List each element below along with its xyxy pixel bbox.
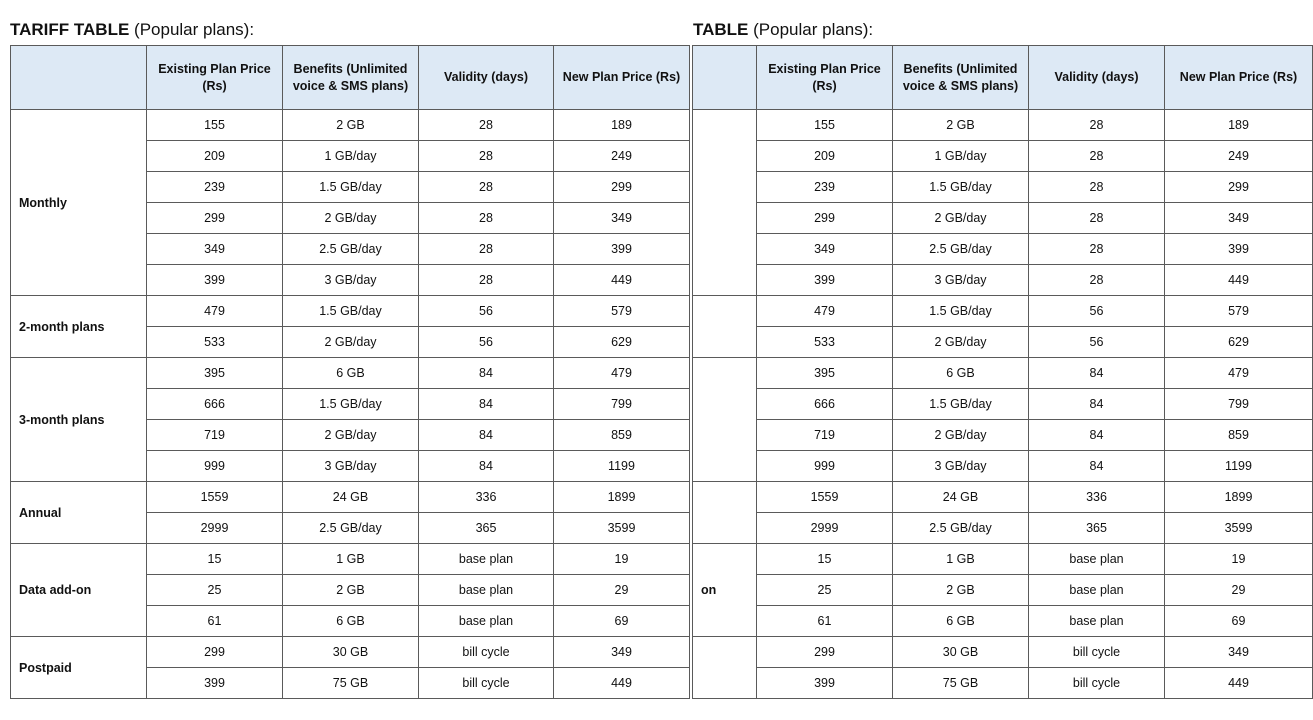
- benefits-cell: 2 GB/day: [893, 327, 1029, 358]
- tariff-panel-right: [690, 0, 1298, 720]
- table-row: [693, 544, 1313, 575]
- new-price-cell: 29: [554, 575, 690, 606]
- plan-category-label: Monthly: [11, 110, 147, 296]
- existing-price-cell: 15: [757, 544, 893, 575]
- validity-cell: base plan: [419, 575, 554, 606]
- new-price-cell: 859: [1165, 420, 1313, 451]
- existing-price-cell: 2999: [147, 513, 283, 544]
- table-row: [11, 544, 690, 575]
- table-row: [693, 296, 1313, 327]
- benefits-cell: 1.5 GB/day: [283, 389, 419, 420]
- new-price-cell: 579: [1165, 296, 1313, 327]
- benefits-cell: 6 GB: [283, 606, 419, 637]
- validity-cell: 28: [419, 172, 554, 203]
- benefits-cell: 1 GB: [283, 544, 419, 575]
- benefits-cell: 30 GB: [283, 637, 419, 668]
- benefits-cell: 2.5 GB/day: [283, 513, 419, 544]
- validity-cell: 84: [419, 420, 554, 451]
- benefits-cell: 2 GB: [893, 575, 1029, 606]
- new-price-cell: 19: [1165, 544, 1313, 575]
- validity-cell: bill cycle: [1029, 668, 1165, 699]
- existing-price-cell: 719: [147, 420, 283, 451]
- benefits-cell: 1.5 GB/day: [893, 172, 1029, 203]
- existing-price-cell: 15: [147, 544, 283, 575]
- benefits-cell: 2 GB: [893, 110, 1029, 141]
- validity-cell: 56: [419, 296, 554, 327]
- new-price-cell: 479: [1165, 358, 1313, 389]
- benefits-cell: 2 GB/day: [283, 327, 419, 358]
- plan-category-label: 2-month plans: [11, 296, 147, 358]
- validity-cell: 84: [419, 389, 554, 420]
- new-price-cell: 479: [554, 358, 690, 389]
- existing-price-cell: 61: [757, 606, 893, 637]
- existing-price-cell: 25: [147, 575, 283, 606]
- existing-price-cell: 666: [757, 389, 893, 420]
- existing-price-cell: 999: [147, 451, 283, 482]
- existing-price-cell: 666: [147, 389, 283, 420]
- table-row: [693, 234, 1313, 265]
- existing-price-cell: 25: [757, 575, 893, 606]
- header-validity-right: Validity (days): [1029, 46, 1165, 110]
- benefits-cell: 24 GB: [893, 482, 1029, 513]
- plan-category-label: [693, 358, 757, 482]
- title-rest: (Popular plans):: [134, 20, 255, 39]
- validity-cell: 336: [419, 482, 554, 513]
- existing-price-cell: 349: [147, 234, 283, 265]
- validity-cell: 56: [419, 327, 554, 358]
- new-price-cell: 1899: [1165, 482, 1313, 513]
- validity-cell: 84: [1029, 389, 1165, 420]
- new-price-cell: 249: [554, 141, 690, 172]
- new-price-cell: 29: [1165, 575, 1313, 606]
- new-price-cell: 1899: [554, 482, 690, 513]
- new-price-cell: 579: [554, 296, 690, 327]
- benefits-cell: 6 GB: [893, 606, 1029, 637]
- benefits-cell: 3 GB/day: [893, 265, 1029, 296]
- existing-price-cell: 999: [757, 451, 893, 482]
- table-row: [693, 420, 1313, 451]
- new-price-cell: 449: [1165, 668, 1313, 699]
- existing-price-cell: 479: [147, 296, 283, 327]
- header-new-price-right: New Plan Price (Rs): [1165, 46, 1313, 110]
- existing-price-cell: 349: [757, 234, 893, 265]
- benefits-cell: 2.5 GB/day: [283, 234, 419, 265]
- existing-price-cell: 399: [147, 668, 283, 699]
- table-body-right: [693, 110, 1313, 699]
- table-row: [11, 637, 690, 668]
- validity-cell: 28: [419, 141, 554, 172]
- new-price-cell: 449: [554, 265, 690, 296]
- table-row: [693, 389, 1313, 420]
- validity-cell: bill cycle: [419, 668, 554, 699]
- header-row-right: [693, 46, 1313, 110]
- plan-category-label: [693, 482, 757, 544]
- new-price-cell: 1199: [554, 451, 690, 482]
- new-price-cell: 349: [554, 203, 690, 234]
- validity-cell: 28: [1029, 172, 1165, 203]
- existing-price-cell: 719: [757, 420, 893, 451]
- validity-cell: 365: [1029, 513, 1165, 544]
- existing-price-cell: 299: [147, 637, 283, 668]
- validity-cell: 28: [419, 110, 554, 141]
- header-benefits-right: Benefits (Unlimited voice & SMS plans): [893, 46, 1029, 110]
- table-body: [11, 110, 690, 699]
- table-row: [693, 141, 1313, 172]
- existing-price-cell: 2999: [757, 513, 893, 544]
- validity-cell: 336: [1029, 482, 1165, 513]
- benefits-cell: 1.5 GB/day: [893, 296, 1029, 327]
- tariff-table: [10, 45, 690, 699]
- new-price-cell: 3599: [554, 513, 690, 544]
- title-bold-right: TABLE: [693, 20, 749, 39]
- benefits-cell: 75 GB: [283, 668, 419, 699]
- table-row: [11, 110, 690, 141]
- plan-category-label: 3-month plans: [11, 358, 147, 482]
- benefits-cell: 3 GB/day: [893, 451, 1029, 482]
- benefits-cell: 24 GB: [283, 482, 419, 513]
- validity-cell: 28: [419, 234, 554, 265]
- benefits-cell: 1 GB: [893, 544, 1029, 575]
- validity-cell: 365: [419, 513, 554, 544]
- new-price-cell: 69: [554, 606, 690, 637]
- validity-cell: 28: [419, 265, 554, 296]
- existing-price-cell: 155: [147, 110, 283, 141]
- validity-cell: base plan: [1029, 606, 1165, 637]
- header-existing-price-right: Existing Plan Price (Rs): [757, 46, 893, 110]
- benefits-cell: 2 GB: [283, 110, 419, 141]
- plan-category-label: [693, 296, 757, 358]
- benefits-cell: 1.5 GB/day: [283, 172, 419, 203]
- new-price-cell: 249: [1165, 141, 1313, 172]
- validity-cell: 28: [419, 203, 554, 234]
- benefits-cell: 2.5 GB/day: [893, 513, 1029, 544]
- new-price-cell: 3599: [1165, 513, 1313, 544]
- table-row: [693, 606, 1313, 637]
- existing-price-cell: 395: [147, 358, 283, 389]
- table-row: [693, 637, 1313, 668]
- benefits-cell: 2 GB/day: [283, 420, 419, 451]
- validity-cell: 28: [1029, 141, 1165, 172]
- table-row: [693, 327, 1313, 358]
- existing-price-cell: 1559: [147, 482, 283, 513]
- table-row: [693, 482, 1313, 513]
- new-price-cell: 799: [554, 389, 690, 420]
- table-row: [693, 451, 1313, 482]
- existing-price-cell: 209: [147, 141, 283, 172]
- validity-cell: 56: [1029, 296, 1165, 327]
- benefits-cell: 1 GB/day: [283, 141, 419, 172]
- existing-price-cell: 399: [757, 265, 893, 296]
- new-price-cell: 449: [1165, 265, 1313, 296]
- existing-price-cell: 61: [147, 606, 283, 637]
- existing-price-cell: 399: [757, 668, 893, 699]
- plan-category-label: on: [693, 544, 757, 637]
- benefits-cell: 1 GB/day: [893, 141, 1029, 172]
- benefits-cell: 3 GB/day: [283, 265, 419, 296]
- validity-cell: base plan: [1029, 575, 1165, 606]
- plan-category-label: Data add-on: [11, 544, 147, 637]
- validity-cell: base plan: [419, 606, 554, 637]
- new-price-cell: 19: [554, 544, 690, 575]
- benefits-cell: 3 GB/day: [283, 451, 419, 482]
- existing-price-cell: 533: [147, 327, 283, 358]
- benefits-cell: 2 GB/day: [893, 203, 1029, 234]
- table-row: [11, 482, 690, 513]
- existing-price-cell: 395: [757, 358, 893, 389]
- table-row: [693, 110, 1313, 141]
- new-price-cell: 189: [1165, 110, 1313, 141]
- validity-cell: bill cycle: [1029, 637, 1165, 668]
- validity-cell: 84: [1029, 358, 1165, 389]
- validity-cell: 84: [1029, 451, 1165, 482]
- table-row: [11, 296, 690, 327]
- header-category-right: [693, 46, 757, 110]
- new-price-cell: 449: [554, 668, 690, 699]
- header-validity: Validity (days): [419, 46, 554, 110]
- new-price-cell: 349: [554, 637, 690, 668]
- header-benefits: Benefits (Unlimited voice & SMS plans): [283, 46, 419, 110]
- table-row: [693, 203, 1313, 234]
- benefits-cell: 1.5 GB/day: [283, 296, 419, 327]
- page-title: [10, 20, 254, 40]
- validity-cell: 28: [1029, 203, 1165, 234]
- table-row: [693, 358, 1313, 389]
- title-bold: TARIFF TABLE: [10, 20, 130, 39]
- new-price-cell: 629: [1165, 327, 1313, 358]
- title-rest-right: (Popular plans):: [753, 20, 874, 39]
- header-row: [11, 46, 690, 110]
- existing-price-cell: 299: [147, 203, 283, 234]
- new-price-cell: 299: [554, 172, 690, 203]
- existing-price-cell: 299: [757, 203, 893, 234]
- validity-cell: bill cycle: [419, 637, 554, 668]
- header-existing-price: Existing Plan Price (Rs): [147, 46, 283, 110]
- new-price-cell: 189: [554, 110, 690, 141]
- existing-price-cell: 299: [757, 637, 893, 668]
- benefits-cell: 2 GB/day: [283, 203, 419, 234]
- existing-price-cell: 479: [757, 296, 893, 327]
- existing-price-cell: 239: [147, 172, 283, 203]
- benefits-cell: 1.5 GB/day: [893, 389, 1029, 420]
- validity-cell: base plan: [1029, 544, 1165, 575]
- benefits-cell: 2 GB/day: [893, 420, 1029, 451]
- table-row: [693, 265, 1313, 296]
- benefits-cell: 75 GB: [893, 668, 1029, 699]
- benefits-cell: 2.5 GB/day: [893, 234, 1029, 265]
- new-price-cell: 1199: [1165, 451, 1313, 482]
- new-price-cell: 299: [1165, 172, 1313, 203]
- validity-cell: 28: [1029, 234, 1165, 265]
- validity-cell: 84: [1029, 420, 1165, 451]
- table-row: [693, 513, 1313, 544]
- table-row: [11, 358, 690, 389]
- new-price-cell: 69: [1165, 606, 1313, 637]
- table-row: [693, 172, 1313, 203]
- validity-cell: 28: [1029, 265, 1165, 296]
- new-price-cell: 399: [1165, 234, 1313, 265]
- existing-price-cell: 155: [757, 110, 893, 141]
- plan-category-label: [693, 637, 757, 699]
- validity-cell: 84: [419, 451, 554, 482]
- benefits-cell: 6 GB: [283, 358, 419, 389]
- new-price-cell: 799: [1165, 389, 1313, 420]
- existing-price-cell: 209: [757, 141, 893, 172]
- benefits-cell: 30 GB: [893, 637, 1029, 668]
- plan-category-label: Annual: [11, 482, 147, 544]
- new-price-cell: 399: [554, 234, 690, 265]
- page-title-right: [693, 20, 873, 40]
- new-price-cell: 859: [554, 420, 690, 451]
- new-price-cell: 349: [1165, 637, 1313, 668]
- new-price-cell: 349: [1165, 203, 1313, 234]
- header-new-price: New Plan Price (Rs): [554, 46, 690, 110]
- existing-price-cell: 239: [757, 172, 893, 203]
- benefits-cell: 2 GB: [283, 575, 419, 606]
- plan-category-label: [693, 110, 757, 296]
- existing-price-cell: 399: [147, 265, 283, 296]
- existing-price-cell: 533: [757, 327, 893, 358]
- header-category: [11, 46, 147, 110]
- benefits-cell: 6 GB: [893, 358, 1029, 389]
- validity-cell: 28: [1029, 110, 1165, 141]
- validity-cell: 84: [419, 358, 554, 389]
- new-price-cell: 629: [554, 327, 690, 358]
- validity-cell: base plan: [419, 544, 554, 575]
- table-row: [693, 575, 1313, 606]
- validity-cell: 56: [1029, 327, 1165, 358]
- plan-category-label: Postpaid: [11, 637, 147, 699]
- tariff-table-right: [692, 45, 1313, 699]
- existing-price-cell: 1559: [757, 482, 893, 513]
- table-row: [693, 668, 1313, 699]
